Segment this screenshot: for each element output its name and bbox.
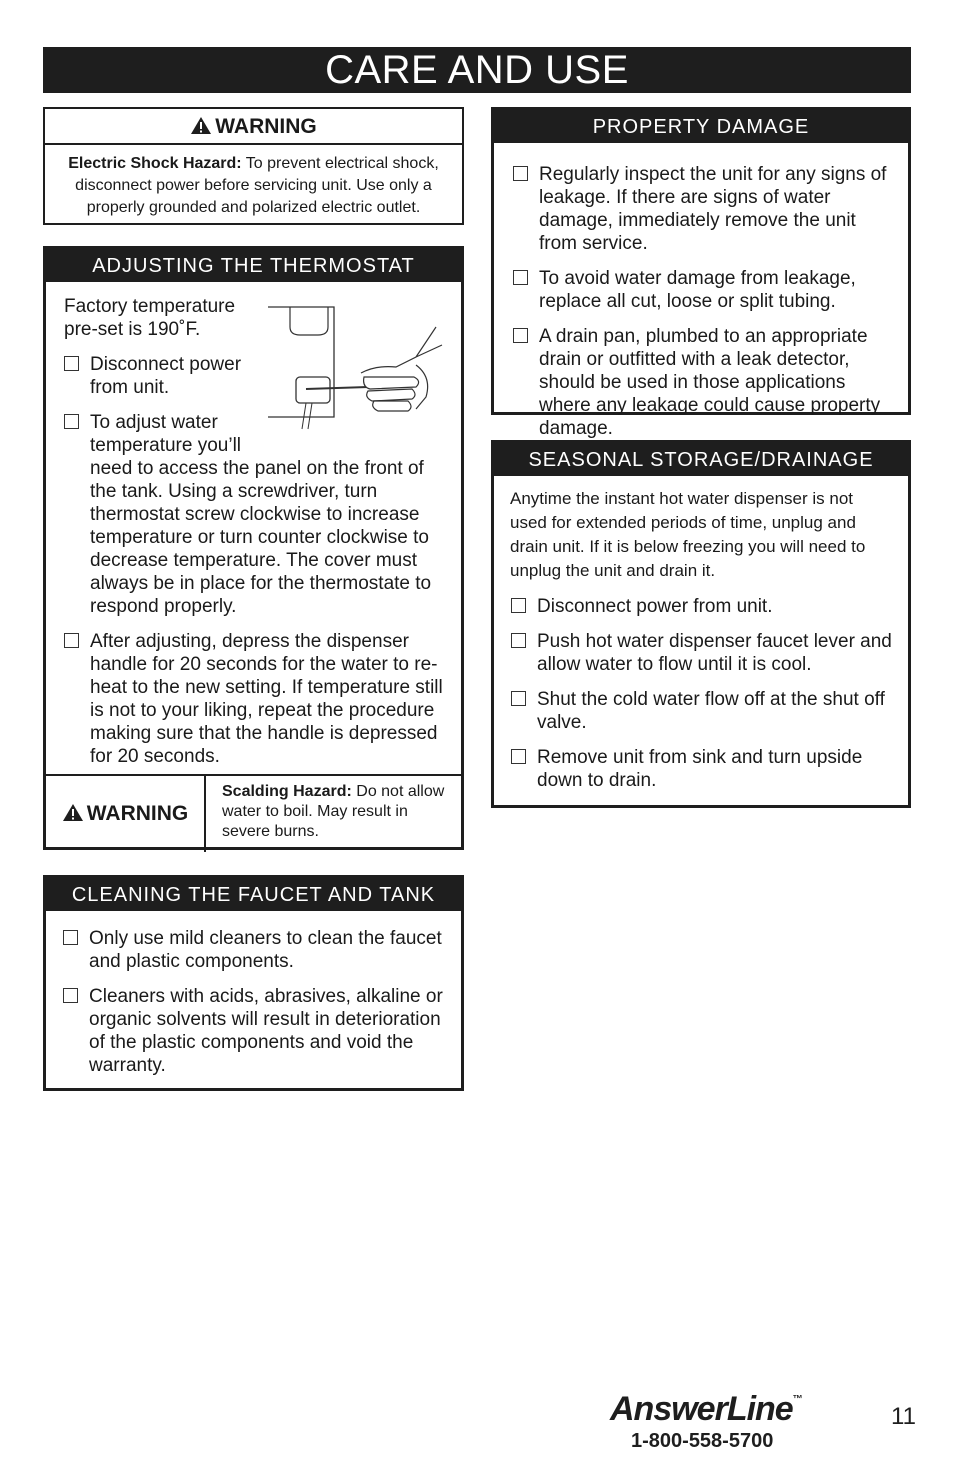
scalding-hazard-text: Do not allow water to boil. May result in severe burns. — [222, 783, 445, 840]
thermostat-section — [43, 246, 464, 850]
item-text: A drain pan, plumbed to an appropriate drain or outfitted with a leak detector, should be used in those applications where any leakage could cause property damage. — [539, 326, 881, 439]
item-text: Remove unit from sink and turn upside down to drain. — [537, 747, 863, 791]
item-text: Push hot water dispenser faucet lever and allow water to flow until it is cool. — [537, 631, 892, 675]
checkbox-icon — [64, 356, 79, 371]
warning-triangle-icon — [62, 803, 84, 822]
item-text: Disconnect power from unit. — [537, 596, 773, 617]
warning-heading — [45, 109, 462, 145]
hazard-label: Electric Shock Hazard: — [68, 155, 242, 172]
checkbox-icon — [511, 633, 526, 648]
support-phone-number: 1-800-558-5700 — [631, 1430, 774, 1452]
checkbox-icon — [64, 633, 79, 648]
item-line: Disconnect power — [90, 354, 242, 375]
checkbox-icon — [63, 930, 78, 945]
thermostat-heading: ADJUSTING THE THERMOSTAT — [46, 249, 461, 282]
cleaning-item-solvents — [63, 985, 448, 1077]
item-text: To avoid water damage from leakage, replace all cut, loose or split tubing. — [539, 268, 856, 312]
property-item-drain-pan — [513, 325, 895, 440]
storage-item-push-lever — [511, 630, 896, 676]
checkbox-icon — [511, 691, 526, 706]
checkbox-icon — [513, 166, 528, 181]
trademark-symbol: ™ — [792, 1394, 802, 1405]
checkbox-icon — [64, 414, 79, 429]
storage-item-shut-valve — [511, 688, 896, 734]
item-text: Cleaners with acids, abrasives, alkaline or organic solvents will result in deterioration of the plastic components and void the warranty. — [89, 986, 443, 1076]
preset-line-2: pre-set is 190˚F. — [64, 319, 201, 340]
scalding-hazard-label: Scalding Hazard: — [222, 783, 352, 800]
warning-heading-text: WARNING — [215, 115, 317, 138]
scalding-warning-text — [222, 782, 452, 842]
cleaning-item-mild-cleaners — [63, 927, 448, 973]
item-line: To adjust water — [90, 412, 218, 433]
storage-item-disconnect — [511, 595, 896, 618]
checkbox-icon — [511, 598, 526, 613]
warning-triangle-icon — [190, 116, 212, 135]
property-item-inspect — [513, 163, 895, 255]
item-text: Only use mild cleaners to clean the faucet and plastic components. — [89, 928, 442, 972]
electric-shock-warning-box — [43, 107, 464, 225]
item-line: temperature you’ll — [90, 435, 242, 456]
checkbox-icon — [513, 328, 528, 343]
item-text: Regularly inspect the unit for any signs of leakage. If there are signs of water damage, immediately remove the unit from service. — [539, 164, 887, 254]
property-damage-heading: PROPERTY DAMAGE — [494, 110, 908, 143]
preset-line-1: Factory temperature — [64, 296, 236, 317]
scalding-warning — [46, 774, 461, 852]
storage-item-remove-unit — [511, 746, 896, 792]
page-number: 11 — [891, 1403, 916, 1430]
brand-name: AnswerLine — [610, 1390, 793, 1428]
factory-preset-text — [64, 295, 235, 341]
storage-intro-text: Anytime the instant hot water dispenser is not used for extended periods of time, unplug and drain unit. If it is below freezing you will need to unplug the unit and drain it. — [510, 489, 866, 580]
checklist-item-disconnect — [64, 353, 446, 399]
checkbox-icon — [513, 270, 528, 285]
seasonal-storage-section — [491, 440, 911, 808]
item-line: from unit. — [90, 377, 170, 398]
checklist-item-adjust-temperature — [64, 411, 446, 618]
checkbox-icon — [63, 988, 78, 1003]
seasonal-storage-heading: SEASONAL STORAGE/DRAINAGE — [494, 443, 908, 476]
checklist-item-after-adjusting — [64, 630, 446, 768]
cleaning-heading: CLEANING THE FAUCET AND TANK — [46, 878, 461, 911]
item-text: need to access the panel on the front of the tank. Using a screwdriver, turn thermostat screw clockwise to increase temperature or turn counter clockwise to decrease temperature. The cover must always be in place for the thermostate to respond properly. — [90, 458, 432, 617]
scalding-warning-heading-text: WARNING — [86, 802, 189, 825]
cleaning-section — [43, 875, 464, 1091]
electric-shock-warning-text — [45, 145, 462, 219]
scalding-warning-heading — [46, 776, 206, 852]
property-item-tubing — [513, 267, 895, 313]
checkbox-icon — [511, 749, 526, 764]
item-text: After adjusting, depress the dispenser handle for 20 seconds for the water to re-heat to the new setting. If temperature still is not to your liking, repeat the procedure making sure that the handle is depressed for 20 seconds. — [90, 631, 443, 767]
page-title: CARE AND USE — [43, 47, 911, 93]
property-damage-section — [491, 107, 911, 439]
hazard-text: To prevent electrical shock, disconnect power before servicing unit. Use only a properly grounded and polarized electric outlet. — [75, 155, 439, 216]
item-text: Shut the cold water flow off at the shut off valve. — [537, 689, 885, 733]
answerline-logo — [610, 1390, 802, 1429]
